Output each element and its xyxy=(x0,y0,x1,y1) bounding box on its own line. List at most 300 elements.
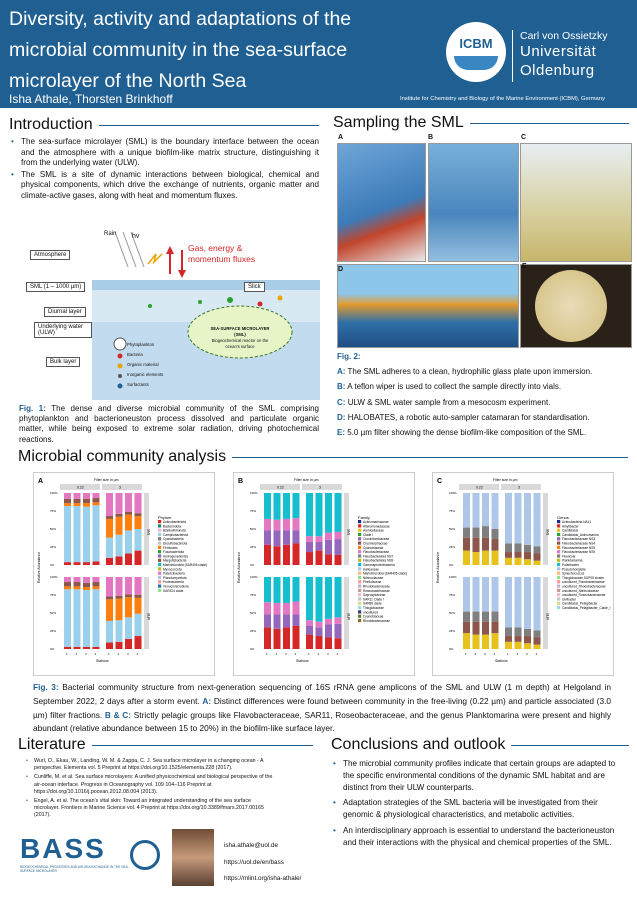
fig3-caption xyxy=(33,681,611,736)
phytoplankton-icon xyxy=(148,304,152,308)
intro-bullets xyxy=(9,137,319,201)
contact-url-personal[interactable]: https://mlint.org/isha-athale/ xyxy=(224,875,302,882)
legend-label: Proteobacteria xyxy=(163,580,184,585)
legend-label: Flavobacteriaceae xyxy=(363,550,390,555)
legend-swatch xyxy=(358,602,361,605)
icbm-logo xyxy=(446,22,506,82)
introduction-heading: Introduction xyxy=(9,116,93,133)
stacked-bar-segment xyxy=(463,633,470,649)
conclusions-list xyxy=(331,758,621,853)
stacked-bar-segment xyxy=(505,636,512,642)
legend-swatch xyxy=(158,542,161,545)
legend-swatch xyxy=(358,520,361,523)
rain-label: Rain xyxy=(104,231,117,237)
stacked-bar-segment xyxy=(325,619,332,625)
stacked-bar-segment xyxy=(306,493,313,536)
literature-heading: Literature xyxy=(18,736,86,753)
stacked-bar-segment xyxy=(283,519,290,531)
stacked-bar-segment xyxy=(492,539,499,551)
stacked-bar-segment xyxy=(125,512,132,515)
stacked-bar-segment xyxy=(274,603,281,615)
fig2-item-text: The SML adheres to a clean, hydrophilic glass plate upon immersion. xyxy=(347,367,593,377)
legend-label: Candidatus_Pelagibacter xyxy=(562,601,598,606)
stacked-bar-segment xyxy=(274,629,281,649)
photo-halobates-catamaran xyxy=(337,264,519,348)
legend-label: uncultured_Nitrincolaceae xyxy=(562,588,599,593)
legend-label: Gammaproteobacteria xyxy=(363,563,395,567)
stacked-bar-segment xyxy=(534,630,541,637)
reference-item: • Wurl, O., Ekau, W., Landing, W. M. & Zappa, C. J. Sea surface microlayer in a changing ocean - A perspective. Elementa vol. 5 Preprint at https://doi.org/10.1525/elementa.228 (2017). xyxy=(26,758,276,772)
legend-swatch xyxy=(358,572,361,575)
legend-swatch xyxy=(557,585,560,588)
stacked-bar-segment xyxy=(524,643,531,649)
x-tick-label: 2 xyxy=(474,652,477,656)
stacked-bar-segment xyxy=(492,612,499,622)
stacked-bar-segment xyxy=(106,538,113,558)
stacked-bar-segment xyxy=(274,493,281,520)
y-axis-label: Relative Abundance xyxy=(237,551,241,583)
stacked-bar-segment xyxy=(316,542,323,551)
legend-label: Pirellulaceae xyxy=(363,580,382,585)
bass-logo-text: BASS xyxy=(20,833,106,864)
y-tick-label: 100% xyxy=(250,575,258,579)
fig2-item-text: HALOBATES, a robotic auto-sampler catamaran for standardisation. xyxy=(347,412,590,422)
heading-rule xyxy=(232,457,628,458)
stacked-bar-segment xyxy=(264,614,271,627)
legend-swatch xyxy=(158,537,161,540)
legend-label: Thioglobaceae xyxy=(363,606,384,610)
stacked-bar-segment xyxy=(463,528,470,538)
stacked-bar-segment xyxy=(125,639,132,649)
x-axis-label: Stations xyxy=(296,659,309,663)
stacked-bar-segment xyxy=(505,642,512,649)
legend-label: Polaribacter xyxy=(562,563,580,567)
bubble-text xyxy=(205,326,275,350)
stacked-bar-segment xyxy=(482,622,489,635)
slick-label: Slick xyxy=(244,282,265,292)
stacked-bar-segment xyxy=(116,577,123,596)
fig3-label-a: A: xyxy=(202,695,212,706)
legend-label: Cryomorphaceae xyxy=(363,541,388,546)
legend-swatch xyxy=(358,593,361,596)
references-list xyxy=(26,758,276,822)
legend-bacteria: Bacteria xyxy=(127,352,143,357)
phytoplankton-icon xyxy=(227,297,233,303)
stacked-bar-segment xyxy=(125,515,132,531)
stacked-bar-segment xyxy=(135,614,142,636)
stacked-bar-segment xyxy=(482,635,489,649)
stacked-bar-segment xyxy=(106,643,113,649)
contact-email[interactable]: isha.athale@uol.de xyxy=(224,842,279,849)
stacked-bar-segment xyxy=(283,545,290,565)
stacked-bar-segment xyxy=(492,577,499,612)
stacked-bar-segment xyxy=(293,577,300,601)
stacked-bar-segment xyxy=(463,577,470,612)
y-tick-label: 0% xyxy=(250,563,255,567)
legend-swatch xyxy=(557,589,560,592)
stacked-bar-segment xyxy=(293,493,300,518)
x-tick-label: 2 xyxy=(317,652,320,656)
y-tick-label: 100% xyxy=(449,575,457,579)
stacked-bar-segment xyxy=(64,647,71,649)
stacked-bar-segment xyxy=(74,589,81,647)
facet-strip-label: 0.22 xyxy=(77,485,84,490)
legend-swatch xyxy=(557,554,560,557)
bulk-label: Bulk layer xyxy=(46,357,80,367)
facet-strip-label: ULW xyxy=(346,613,351,620)
stacked-bar-segment xyxy=(135,577,142,595)
stacked-bar-segment xyxy=(283,627,290,649)
stacked-bar-segment xyxy=(264,577,271,602)
stacked-bar-segment xyxy=(83,587,90,590)
y-tick-label: 75% xyxy=(449,509,456,513)
legend-swatch xyxy=(358,576,361,579)
conclusion-item: • An interdisciplinary approach is essential to understand the bacterioneuston and their interactions with the physical and chemical properties of the SML. xyxy=(331,825,621,849)
stacked-bar-segment xyxy=(283,614,290,627)
stacked-bar-segment xyxy=(325,554,332,565)
filter-disc xyxy=(535,270,607,342)
stacked-bar-segment xyxy=(492,633,499,649)
stacked-bar-segment xyxy=(106,596,113,599)
stacked-bar-segment xyxy=(335,493,342,532)
facet-strip-label: ULW xyxy=(146,613,151,620)
stacked-bar-segment xyxy=(283,603,290,615)
stacked-bar-segment xyxy=(64,586,71,589)
stacked-bar-segment xyxy=(64,562,71,565)
stacked-bar-segment xyxy=(93,498,100,502)
heading-rule xyxy=(92,745,313,746)
fig3-label-bc: B & C: xyxy=(104,709,132,720)
fig2-item-text: ULW & SML water sample from a mesocosm experiment. xyxy=(347,397,551,407)
legend-label: Pseudohongiella xyxy=(562,567,586,572)
community-chart-phylum xyxy=(33,472,215,676)
x-tick-label: 1 xyxy=(108,652,110,656)
x-tick-label: 4 xyxy=(294,652,297,656)
bass-ring-icon xyxy=(130,840,160,870)
fig2-item-letter: B: xyxy=(337,382,346,392)
stacked-bar-segment xyxy=(473,612,480,622)
legend-label: uncultured xyxy=(363,610,378,615)
legend-label: Rhodobacteraceae xyxy=(363,618,390,623)
literature-header xyxy=(18,736,313,754)
stacked-bar-segment xyxy=(116,517,123,535)
legend-swatch xyxy=(158,533,161,536)
stacked-bar-segment xyxy=(106,599,113,621)
legend-label: Saprospiraceae xyxy=(363,593,386,598)
stacked-bar-segment xyxy=(264,519,271,531)
legend-label: uncultured_Rhodobacteraceae xyxy=(562,584,606,589)
fig2-item xyxy=(337,398,633,408)
facet-strip-label: 3 xyxy=(119,485,121,490)
stacked-bar-segment xyxy=(482,493,489,526)
legend-swatch xyxy=(358,559,361,562)
legend-swatch xyxy=(158,529,161,532)
hv-label: hv xyxy=(132,233,140,240)
x-tick-label: 2 xyxy=(75,652,78,656)
legend-swatch xyxy=(158,559,161,562)
stacked-bar-segment xyxy=(64,582,71,586)
stacked-bar-segment xyxy=(482,526,489,538)
legend-organic-icon xyxy=(118,364,123,369)
legend-label: Arenicellaceae xyxy=(363,528,384,533)
bass-logo-subtitle: BIOGEOCHEMICAL PROCESSES AND AIR-SEA EXCHANGE IN THE SEA-SURFACE MICROLAYER xyxy=(20,865,129,873)
stacked-bar-segment xyxy=(64,503,71,506)
stacked-bar-segment xyxy=(274,614,281,628)
stacked-bar-segment xyxy=(325,540,332,554)
stacked-bar-segment xyxy=(264,627,271,649)
phytoplankton-icon xyxy=(198,300,202,304)
community-chart-genus xyxy=(432,472,614,676)
stacked-bar-segment xyxy=(93,502,100,505)
legend-title: Phylum xyxy=(158,515,172,520)
panel-letter-a: A xyxy=(338,134,344,141)
legend-label: Cyanobiaceae xyxy=(363,545,384,550)
fig2-item xyxy=(337,428,633,438)
stacked-bar-segment xyxy=(74,577,81,582)
legend-label: Flavobacteriales NS7 xyxy=(363,554,394,559)
legend-swatch xyxy=(557,593,560,596)
legend-swatch xyxy=(158,554,161,557)
x-tick-label: 3 xyxy=(484,652,486,656)
legend-swatch xyxy=(158,563,161,566)
x-tick-label: 1 xyxy=(308,652,310,656)
facet-strip-top xyxy=(102,484,142,490)
facet-strip-label: SML xyxy=(545,529,550,536)
stacked-bar-segment xyxy=(125,553,132,565)
stacked-bar-segment xyxy=(482,577,489,612)
stacked-bar-segment xyxy=(116,556,123,565)
stacked-bar-segment xyxy=(335,617,342,623)
stacked-bar-segment xyxy=(83,590,90,647)
legend-swatch xyxy=(557,576,560,579)
stacked-bar-segment xyxy=(106,621,113,643)
legend-label: Bdellovibrionota xyxy=(163,528,186,533)
stacked-bar-segment xyxy=(116,493,123,514)
fig3-text-2: Distinct differences were found between community in the free-living (0.22 µm) and particle associated (3.0 µm) filter fractions. xyxy=(33,695,611,720)
stacked-bar-segment xyxy=(306,577,313,620)
stacked-bar-segment xyxy=(473,552,480,565)
stacked-bar-segment xyxy=(316,493,323,536)
legend-label: SAR86 clade xyxy=(363,601,382,606)
stacked-bar-segment xyxy=(64,493,71,499)
stacked-bar-segment xyxy=(534,493,541,546)
stacked-bar-segment xyxy=(116,514,123,517)
y-tick-label: 100% xyxy=(449,491,457,495)
stacked-bar-segment xyxy=(74,582,81,586)
stacked-bar-segment xyxy=(125,530,132,553)
fig1-caption xyxy=(19,404,319,445)
stacked-bar-segment xyxy=(274,530,281,546)
x-tick-label: 3 xyxy=(526,652,528,656)
stacked-bar-segment xyxy=(64,577,71,582)
stacked-bar-segment xyxy=(463,493,470,528)
stacked-bar-segment xyxy=(505,543,512,552)
stacked-bar-segment xyxy=(306,536,313,542)
heading-rule xyxy=(470,123,629,124)
fig2-item xyxy=(337,413,633,423)
stacked-bar-segment xyxy=(125,597,132,617)
legend-label: Roseobacteraceae xyxy=(363,588,390,593)
legend-swatch xyxy=(358,589,361,592)
stacked-bar-segment xyxy=(106,558,113,565)
y-tick-label: 25% xyxy=(250,629,257,633)
stacked-bar-segment xyxy=(505,493,512,543)
fig2-item-text: 5.0 µm filter showing the dense biofilm-like composition of the SML. xyxy=(347,428,587,438)
legend-swatch xyxy=(358,524,361,527)
stacked-bar-segment xyxy=(135,551,142,565)
x-tick-label: 2 xyxy=(516,652,519,656)
stacked-bar-segment xyxy=(534,553,541,560)
stacked-bar-segment xyxy=(505,627,512,636)
legend-label: Nitrincolaceae xyxy=(363,575,384,580)
stacked-bar-segment xyxy=(505,558,512,565)
legend-swatch xyxy=(557,529,560,532)
y-tick-label: 50% xyxy=(250,527,257,531)
x-tick-label: 3 xyxy=(285,652,287,656)
stacked-bar-segment xyxy=(293,626,300,649)
y-tick-label: 100% xyxy=(250,491,258,495)
stacked-bar-segment xyxy=(316,636,323,649)
legend-swatch xyxy=(557,580,560,583)
panel-letter-d: D xyxy=(338,266,344,273)
stacked-bar-segment xyxy=(125,594,132,597)
panel-letter-c: C xyxy=(521,134,527,141)
x-tick-label: 1 xyxy=(507,652,509,656)
y-tick-label: 75% xyxy=(449,593,456,597)
legend-swatch xyxy=(358,615,361,618)
y-tick-label: 25% xyxy=(250,545,257,549)
stacked-bar-segment xyxy=(93,493,100,498)
stacked-bar-segment xyxy=(64,499,71,503)
chart-panel-letter: B xyxy=(238,478,244,485)
stacked-bar-segment xyxy=(135,636,142,649)
stacked-bar-segment xyxy=(274,520,281,531)
legend-surfactants: Surfactants xyxy=(127,382,149,387)
stacked-bar-segment xyxy=(524,552,531,559)
y-tick-label: 25% xyxy=(449,629,456,633)
legend-inorganic: Inorganic elements xyxy=(127,372,164,377)
stacked-bar-segment xyxy=(463,612,470,622)
y-tick-label: 50% xyxy=(250,611,257,615)
y-tick-label: 75% xyxy=(50,509,57,513)
stacked-bar-segment xyxy=(283,577,290,603)
conclusions-heading: Conclusions and outlook xyxy=(331,736,506,753)
bubble-subtitle: Biogeochemical reactor on the ocean's surface xyxy=(211,338,269,349)
facet-strip-top xyxy=(302,484,342,490)
stacked-bar-segment xyxy=(515,636,522,642)
legend-label: Campilobacterota xyxy=(163,532,188,537)
stacked-bar-segment xyxy=(515,558,522,565)
fig2-caption xyxy=(337,352,633,438)
stacked-bar-segment xyxy=(306,542,313,552)
legend-swatch xyxy=(358,529,361,532)
stacked-bar-segment xyxy=(116,620,123,642)
stacked-bar-segment xyxy=(492,551,499,565)
heading-rule xyxy=(511,745,629,746)
legend-label: Patescibacteria xyxy=(163,571,185,576)
stacked-bar-segment xyxy=(492,493,499,529)
legend-label: Myxococcota xyxy=(163,567,182,572)
legend-label: SAR11 Clade I xyxy=(363,597,384,602)
stacked-bar-segment xyxy=(135,513,142,516)
legend-swatch xyxy=(158,580,161,583)
stacked-bar-segment xyxy=(306,620,313,626)
stacked-bar-segment xyxy=(293,601,300,614)
legend-swatch xyxy=(557,563,560,566)
stacked-bar-segment xyxy=(505,552,512,558)
legend-surfactant-icon xyxy=(118,384,123,389)
legend-swatch xyxy=(358,610,361,613)
institute-name: Institute for Chemistry and Biology of the Marine Environment (ICBM), Germany xyxy=(400,96,605,102)
stacked-bar-segment xyxy=(534,577,541,630)
facet-strip-label: SML xyxy=(346,529,351,536)
stacked-bar-segment xyxy=(524,559,531,565)
stacked-bar-segment xyxy=(293,530,300,543)
stacked-bar-segment xyxy=(534,645,541,649)
stacked-bar-segment xyxy=(524,545,531,552)
fig3-text-1: Bacterial community structure from next-generation sequencing of 16S rRNA gene amplicons of the SML and ULW (1 m depth) at Helgoland in September 2022, 2 days after a storm event. xyxy=(33,682,611,706)
legend-swatch xyxy=(557,550,560,553)
stacked-bar-segment xyxy=(306,552,313,565)
stacked-bar-segment xyxy=(106,577,113,596)
legend-swatch xyxy=(557,533,560,536)
legend-label: Marinimicrobia (SAR406 clade) xyxy=(163,563,208,567)
legend-swatch xyxy=(358,585,361,588)
stacked-bar-segment xyxy=(64,589,71,647)
legend-label: Candidatus xyxy=(562,528,579,533)
stacked-bar-segment xyxy=(505,577,512,627)
legend-swatch xyxy=(358,563,361,566)
legend-label: Fluviicola xyxy=(562,554,576,559)
stacked-bar-segment xyxy=(473,577,480,612)
legend-label: Amylibacter xyxy=(562,524,579,529)
stacked-bar-segment xyxy=(106,519,113,538)
stacked-bar-segment xyxy=(473,528,480,538)
stacked-bar-segment xyxy=(264,530,271,544)
contact-url-bass[interactable]: https://uol.de/en/bass xyxy=(224,858,284,866)
x-tick-label: 4 xyxy=(535,652,538,656)
legend-swatch xyxy=(358,597,361,600)
stacked-bar-segment xyxy=(106,516,113,519)
legend-swatch xyxy=(557,542,560,545)
legend-label: Crocinitomicaceae xyxy=(363,537,390,542)
chart-panel-letter: C xyxy=(437,478,443,485)
x-tick-label: 3 xyxy=(127,652,129,656)
stacked-bar-segment xyxy=(135,516,142,529)
legend-label: uncultured_Flavobacteriaceae xyxy=(562,580,605,585)
legend-label: Rhodobacteraceae xyxy=(363,584,390,589)
legend-swatch xyxy=(358,546,361,549)
x-tick-label: 1 xyxy=(465,652,467,656)
legend-label: Fusobacteriota xyxy=(163,550,185,555)
facet-strip-label: SML xyxy=(146,529,151,536)
legend-label: Hydrogenedentes xyxy=(163,554,189,559)
stacked-bar-segment xyxy=(325,625,332,638)
stacked-bar-segment xyxy=(325,637,332,649)
stacked-bar-segment xyxy=(283,530,290,544)
x-tick-label: 4 xyxy=(136,652,139,656)
legend-organic: Organic material xyxy=(127,362,159,367)
stacked-bar-segment xyxy=(306,635,313,649)
stacked-bar-segment xyxy=(316,627,323,636)
fig3-text-3: Strictly pelagic groups like Flavobacteraceae, SAR11, Roseobacteraceae, and the genus Planktomarina were present and highly abundant (relative abundance between 15 to 20%) in the biofilm-like surface layer. xyxy=(33,709,611,734)
stacked-bar-segment xyxy=(534,561,541,565)
stacked-bar-segment xyxy=(283,493,290,519)
legend-label: Ulvibacter xyxy=(562,597,577,602)
legend-label: Halieaceae xyxy=(363,567,379,572)
legend-label: Desulfobacterota xyxy=(163,541,188,546)
legend-label: uncultured_Roseobacteraceae xyxy=(562,593,606,598)
